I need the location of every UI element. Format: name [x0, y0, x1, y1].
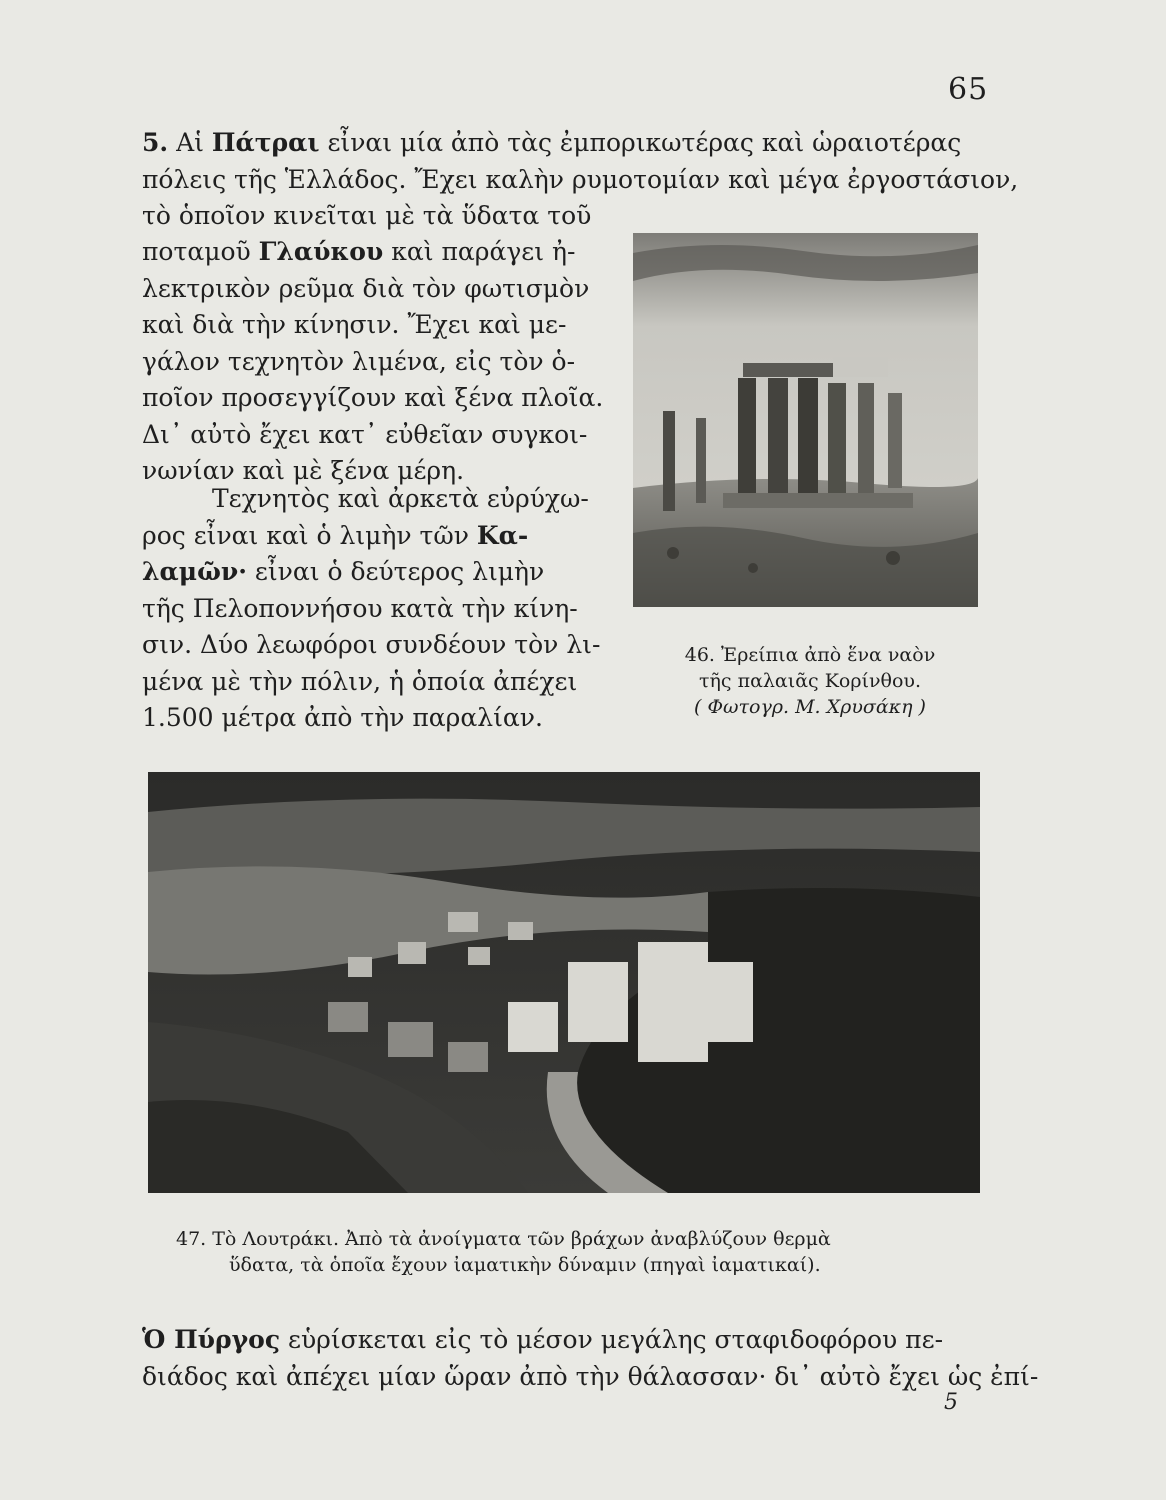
text-span: Αἱ [176, 128, 212, 157]
text-span: καὶ παράγει ἠ- [383, 237, 576, 266]
text-line [142, 234, 603, 271]
caption-line: 46. Ἐρείπια ἀπὸ ἕνα ναὸν [684, 644, 936, 666]
text-line [142, 481, 600, 518]
text-line: τὸ ὁποῖον κινεῖται μὲ τὰ ὕδατα τοῦ [142, 201, 592, 230]
caption-line: 47. Τὸ Λουτράκι. Ἀπὸ τὰ ἀνοίγματα τῶν βράχων ἀναβλύζουν θερμὰ [176, 1228, 831, 1250]
figure-47-caption [176, 1226, 936, 1278]
temple-photo [633, 233, 978, 607]
text-span: ρος εἶναι καὶ ὁ λιμὴν τῶν [142, 520, 477, 550]
photo-credit: ( Φωτογρ. Μ. Χρυσάκη ) [694, 696, 926, 718]
loutraki-photo [148, 772, 980, 1193]
temple-illustration [633, 233, 978, 607]
text-span: εὑρίσκεται εἰς τὸ μέσον μεγάλης σταφιδοφόρου πε- [280, 1325, 944, 1354]
text-line: λεκτρικὸν ρεῦμα διὰ τὸν φωτισμὸν [142, 273, 590, 303]
text-line [142, 125, 1018, 162]
text-line: Δι᾽ αὐτὸ ἔχει κατ᾽ εὐθεῖαν συγκοι- [142, 419, 588, 449]
figure-46-caption [660, 642, 960, 720]
caption-line: ὕδατα, τὰ ὁποῖα ἔχουν ἰαματικὴν δύναμιν (πηγαὶ ἰαματικαί). [229, 1254, 821, 1276]
paragraph-patras-column [142, 234, 603, 490]
text-line: μένα μὲ τὴν πόλιν, ἡ ὁποία ἀπέχει [142, 666, 578, 696]
bold-term-kalamon: Κα- [476, 520, 529, 550]
page-number: 65 [948, 72, 989, 107]
text-line: ποῖον προσεγγίζουν καὶ ξένα πλοῖα. [142, 383, 604, 412]
text-line: γάλον τεχνητὸν λιμένα, εἰς τὸν ὁ- [142, 346, 576, 376]
text-line: 1.500 μέτρα ἀπὸ τὴν παραλίαν. [142, 703, 543, 732]
bold-term-kalamon-cont: λαμῶν· [142, 557, 247, 586]
text-span: εἶναι ὁ δεύτερος λιμὴν [246, 557, 545, 586]
signature-mark: 5 [944, 1390, 958, 1415]
text-span: Τεχνητὸς καὶ ἀρκετὰ εὐρύχω- [212, 484, 589, 513]
paragraph-kalamata [142, 481, 600, 737]
text-line [142, 554, 600, 591]
text-line: νωνίαν καὶ μὲ ξένα μέρη. [142, 456, 465, 485]
text-span: εἶναι μία ἀπὸ τὰς ἐμπορικωτέρας καὶ ὡραιοτέρας [319, 128, 962, 157]
text-line: σιν. Δύο λεωφόροι συνδέουν τὸν λι- [142, 630, 601, 659]
text-span: ποταμοῦ [142, 237, 259, 266]
text-line: πόλεις τῆς Ἑλλάδος. Ἔχει καλὴν ρυμοτομίαν καὶ μέγα ἐργοστάσιον, [142, 164, 1019, 194]
bold-term-glaukos: Γλαύκου [258, 237, 384, 266]
loutraki-illustration [148, 772, 980, 1193]
text-line [142, 1322, 1038, 1359]
text-line [142, 518, 600, 555]
bold-term-pyrgos: Ὁ Πύργος [142, 1325, 281, 1354]
bold-term-patras: Πάτραι [211, 128, 320, 157]
section-number: 5. [142, 128, 169, 157]
text-line: τῆς Πελοποννήσου κατὰ τὴν κίνη- [142, 593, 578, 623]
paragraph-patras-intro [142, 125, 1018, 235]
paragraph-pyrgos [142, 1322, 1038, 1395]
caption-line: τῆς παλαιᾶς Κορίνθου. [699, 670, 921, 692]
text-line: καὶ διὰ τὴν κίνησιν. Ἔχει καὶ με- [142, 310, 567, 339]
text-line: διάδος καὶ ἀπέχει μίαν ὥραν ἀπὸ τὴν θάλασσαν· δι᾽ αὐτὸ ἔχει ὡς ἐπί- [142, 1361, 1039, 1391]
